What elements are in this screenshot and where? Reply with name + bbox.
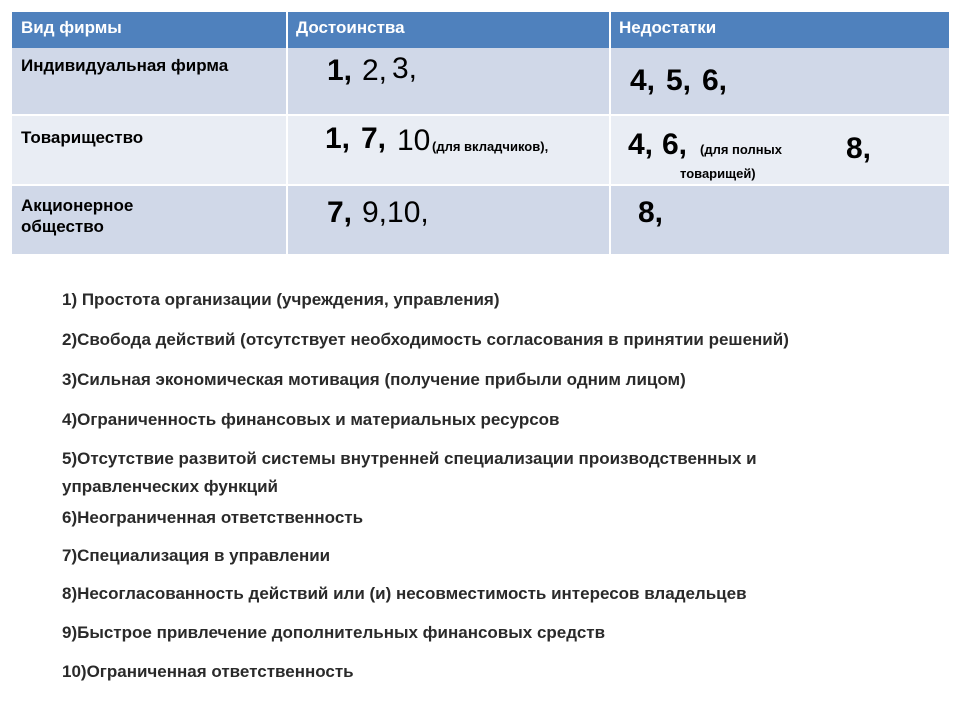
- adv-individual-2: 2,: [362, 54, 388, 87]
- legend-item-4: 4)Ограниченность финансовых и материальных ресурсов: [62, 410, 560, 429]
- adv-individual-3: 3,: [392, 52, 418, 85]
- divider-col-2: [609, 12, 611, 254]
- adv-individual-1: 1,: [327, 54, 353, 87]
- legend-item-3: 3)Сильная экономическая мотивация (получение прибыли одним лицом): [62, 370, 686, 389]
- adv-partnership-7: 7,: [361, 122, 387, 155]
- legend-item-9: 9)Быстрое привлечение дополнительных финансовых средств: [62, 623, 606, 642]
- adv-joint-stock-9-10: 9,10,: [362, 196, 429, 229]
- row-label-partnership: Товарищество: [21, 128, 144, 147]
- legend-item-8: 8)Несогласованность действий или (и) несовместимость интересов владельцев: [62, 584, 747, 603]
- header-disadvantages: Недостатки: [610, 12, 949, 48]
- row-label-joint-stock-line2: общество: [21, 217, 104, 236]
- legend-item-6: 6)Неограниченная ответственность: [62, 508, 364, 527]
- adv-partnership-note: (для вкладчиков),: [432, 139, 549, 154]
- dis-partnership-4: 4,: [628, 128, 654, 161]
- firm-comparison-table: [12, 12, 949, 254]
- legend-item-5-line1: 5)Отсутствие развитой системы внутренней специализации производственных и: [62, 449, 757, 468]
- legend-item-10: 10)Ограниченная ответственность: [62, 662, 354, 681]
- row-label-individual-firm: Индивидуальная фирма: [21, 56, 229, 75]
- adv-partnership-10: 10: [397, 124, 431, 157]
- dis-partnership-note-line1: (для полных: [700, 142, 782, 157]
- divider-row-1: [12, 114, 949, 116]
- legend-item-7: 7)Специализация в управлении: [62, 546, 331, 565]
- dis-individual-4: 4,: [630, 64, 656, 97]
- dis-joint-stock-8: 8,: [638, 196, 664, 229]
- dis-partnership-8: 8,: [846, 132, 872, 165]
- dis-individual-5: 5,: [666, 64, 692, 97]
- row-label-joint-stock: [12, 190, 287, 237]
- row-label-joint-stock-line1: Акционерное: [21, 196, 134, 215]
- dis-partnership-6: 6,: [662, 128, 688, 161]
- legend-item-2: 2)Свобода действий (отсутствует необходимость согласования в принятии решений): [62, 330, 789, 349]
- divider-col-1: [286, 12, 288, 254]
- legend-item-1: 1) Простота организации (учреждения, управления): [62, 290, 500, 309]
- dis-partnership-note-line2: товарищей): [680, 166, 756, 181]
- adv-partnership-1: 1,: [325, 122, 351, 155]
- header-firm-type: Вид фирмы: [12, 12, 287, 48]
- adv-joint-stock-7: 7,: [327, 196, 353, 229]
- divider-row-2: [12, 184, 949, 186]
- legend-item-5-line2: управленческих функций: [62, 477, 279, 496]
- header-advantages: Достоинства: [287, 12, 610, 48]
- dis-individual-6: 6,: [702, 64, 728, 97]
